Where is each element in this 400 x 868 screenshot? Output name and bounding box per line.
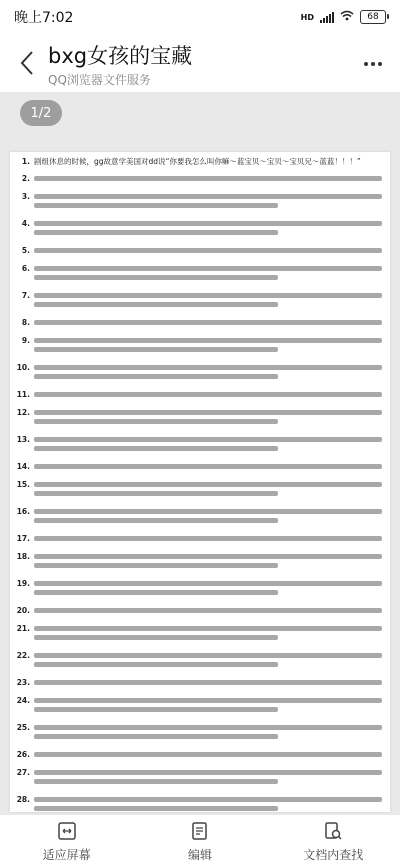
text-placeholder-bar	[34, 536, 382, 541]
line-text	[34, 335, 382, 356]
text-placeholder-bar	[34, 446, 278, 451]
line-number: 16.	[16, 507, 30, 516]
search-document-icon	[322, 820, 344, 842]
line-number: 2.	[21, 174, 30, 183]
line-text	[34, 245, 382, 257]
chevron-left-icon	[20, 50, 34, 76]
dot-icon	[371, 62, 375, 66]
line-number: 25.	[16, 723, 30, 732]
document-line	[16, 389, 382, 401]
line-number: 24.	[16, 696, 30, 705]
line-text	[34, 479, 382, 500]
find-label: 文档内查找	[303, 848, 364, 862]
header	[0, 34, 400, 92]
text-placeholder-bar	[34, 248, 382, 253]
line-number: 1.	[21, 157, 30, 166]
line-text	[34, 605, 382, 617]
document-line	[16, 722, 382, 743]
document-lines	[16, 156, 382, 839]
line-text	[34, 191, 382, 212]
line-text	[34, 290, 382, 311]
text-placeholder-bar	[34, 626, 382, 631]
line-text	[34, 578, 382, 599]
document-line	[16, 218, 382, 239]
line-text	[34, 767, 382, 788]
document-line	[16, 767, 382, 788]
document-line	[16, 191, 382, 212]
line-text	[34, 317, 382, 329]
line-number: 19.	[16, 579, 30, 588]
line-number: 5.	[21, 246, 30, 255]
text-placeholder-bar	[34, 770, 382, 775]
document-line	[16, 461, 382, 473]
text-placeholder-bar	[34, 779, 278, 784]
text-placeholder-bar	[34, 464, 382, 469]
edit-button[interactable]	[140, 820, 260, 863]
fit-screen-button[interactable]	[7, 820, 127, 863]
text-placeholder-bar	[34, 635, 278, 640]
text-placeholder-bar	[34, 176, 382, 181]
line-text	[34, 695, 382, 716]
line-number: 9.	[21, 336, 30, 345]
line-text	[34, 263, 382, 284]
line-text	[34, 389, 382, 401]
edit-label: 编辑	[187, 848, 212, 862]
document-line	[16, 695, 382, 716]
text-placeholder-bar	[34, 680, 382, 685]
document-line	[16, 479, 382, 500]
text-placeholder-bar	[34, 707, 278, 712]
text-placeholder-bar	[34, 365, 382, 370]
text-placeholder-bar	[34, 806, 278, 811]
document-line	[16, 605, 382, 617]
page-title: bxg女孩的宝藏	[48, 44, 193, 68]
line-number: 22.	[16, 651, 30, 660]
text-placeholder-bar	[34, 203, 278, 208]
line-text	[34, 794, 382, 815]
line-text	[34, 677, 382, 689]
line-number: 17.	[16, 534, 30, 543]
line-text	[34, 506, 382, 527]
text-placeholder-bar	[34, 392, 382, 397]
document-line	[16, 533, 382, 545]
document-line	[16, 156, 382, 167]
line-number: 21.	[16, 624, 30, 633]
bottom-toolbar	[0, 814, 400, 868]
document-line	[16, 173, 382, 185]
line-text	[34, 461, 382, 473]
line-number: 6.	[21, 264, 30, 273]
text-placeholder-bar	[34, 221, 382, 226]
line-number: 18.	[16, 552, 30, 561]
document-line	[16, 362, 382, 383]
document-viewer[interactable]	[0, 92, 400, 814]
document-line	[16, 677, 382, 689]
line-number: 26.	[16, 750, 30, 759]
text-placeholder-bar	[34, 734, 278, 739]
document-line	[16, 578, 382, 599]
text-placeholder-bar	[34, 347, 278, 352]
line-number: 12.	[16, 408, 30, 417]
line-text: 剧组休息的时候，gg故意学美国对dd说“你要我怎么叫你嘛～蓝宝贝～宝贝～宝贝兄～蓝蓝！！！”	[34, 157, 361, 166]
document-line	[16, 650, 382, 671]
line-text	[34, 650, 382, 671]
text-placeholder-bar	[34, 653, 382, 658]
document-line	[16, 434, 382, 455]
dot-icon	[364, 62, 368, 66]
document-line	[16, 263, 382, 284]
line-text	[34, 407, 382, 428]
document-line	[16, 749, 382, 761]
text-placeholder-bar	[34, 590, 278, 595]
page-indicator: 1/2	[20, 100, 62, 126]
text-placeholder-bar	[34, 752, 382, 757]
fit-screen-icon	[56, 820, 78, 842]
text-placeholder-bar	[34, 302, 278, 307]
line-number: 14.	[16, 462, 30, 471]
back-button[interactable]	[14, 48, 40, 78]
line-text	[34, 434, 382, 455]
line-number: 8.	[21, 318, 30, 327]
text-placeholder-bar	[34, 698, 382, 703]
document-line	[16, 551, 382, 572]
document-page	[10, 152, 390, 812]
line-number: 3.	[21, 192, 30, 201]
text-placeholder-bar	[34, 608, 382, 613]
line-number: 28.	[16, 795, 30, 804]
text-placeholder-bar	[34, 410, 382, 415]
status-bar	[0, 0, 400, 34]
text-placeholder-bar	[34, 509, 382, 514]
text-placeholder-bar	[34, 491, 278, 496]
document-line	[16, 335, 382, 356]
line-number: 10.	[16, 363, 30, 372]
text-placeholder-bar	[34, 194, 382, 199]
line-number: 20.	[16, 606, 30, 615]
document-line	[16, 407, 382, 428]
edit-icon	[189, 820, 211, 842]
line-number: 27.	[16, 768, 30, 777]
document-line	[16, 290, 382, 311]
line-text	[34, 362, 382, 383]
document-line	[16, 317, 382, 329]
text-placeholder-bar	[34, 293, 382, 298]
text-placeholder-bar	[34, 230, 278, 235]
battery-icon	[360, 10, 386, 24]
text-placeholder-bar	[34, 662, 278, 667]
line-text	[34, 722, 382, 743]
dot-icon	[378, 62, 382, 66]
status-icons	[301, 10, 386, 24]
line-number: 7.	[21, 291, 30, 300]
line-number: 23.	[16, 678, 30, 687]
text-placeholder-bar	[34, 563, 278, 568]
line-text	[34, 173, 382, 185]
signal-hd-label: HD	[300, 12, 314, 22]
text-placeholder-bar	[34, 437, 382, 442]
text-placeholder-bar	[34, 338, 382, 343]
text-placeholder-bar	[34, 581, 382, 586]
line-number: 4.	[21, 219, 30, 228]
line-text	[34, 749, 382, 761]
page-subtitle: QQ浏览器文件服务	[48, 73, 151, 87]
fit-screen-label: 适应屏幕	[42, 848, 91, 862]
line-text	[34, 623, 382, 644]
text-placeholder-bar	[34, 482, 382, 487]
line-text	[34, 218, 382, 239]
find-in-document-button[interactable]	[273, 820, 393, 863]
line-number: 11.	[16, 390, 30, 399]
text-placeholder-bar	[34, 797, 382, 802]
text-placeholder-bar	[34, 419, 278, 424]
text-placeholder-bar	[34, 725, 382, 730]
wifi-icon	[340, 10, 354, 24]
line-number: 13.	[16, 435, 30, 444]
document-line	[16, 245, 382, 257]
battery-level: 68	[367, 12, 379, 22]
text-placeholder-bar	[34, 275, 278, 280]
document-line	[16, 506, 382, 527]
line-number: 15.	[16, 480, 30, 489]
line-text	[34, 551, 382, 572]
more-options-button[interactable]	[360, 52, 386, 76]
text-placeholder-bar	[34, 266, 382, 271]
line-text	[34, 533, 382, 545]
status-time: 晚上7:02	[14, 10, 74, 26]
text-placeholder-bar	[34, 320, 382, 325]
document-line	[16, 623, 382, 644]
cell-signal-icon	[320, 12, 334, 23]
text-placeholder-bar	[34, 518, 278, 523]
document-line	[16, 794, 382, 815]
text-placeholder-bar	[34, 554, 382, 559]
text-placeholder-bar	[34, 374, 278, 379]
